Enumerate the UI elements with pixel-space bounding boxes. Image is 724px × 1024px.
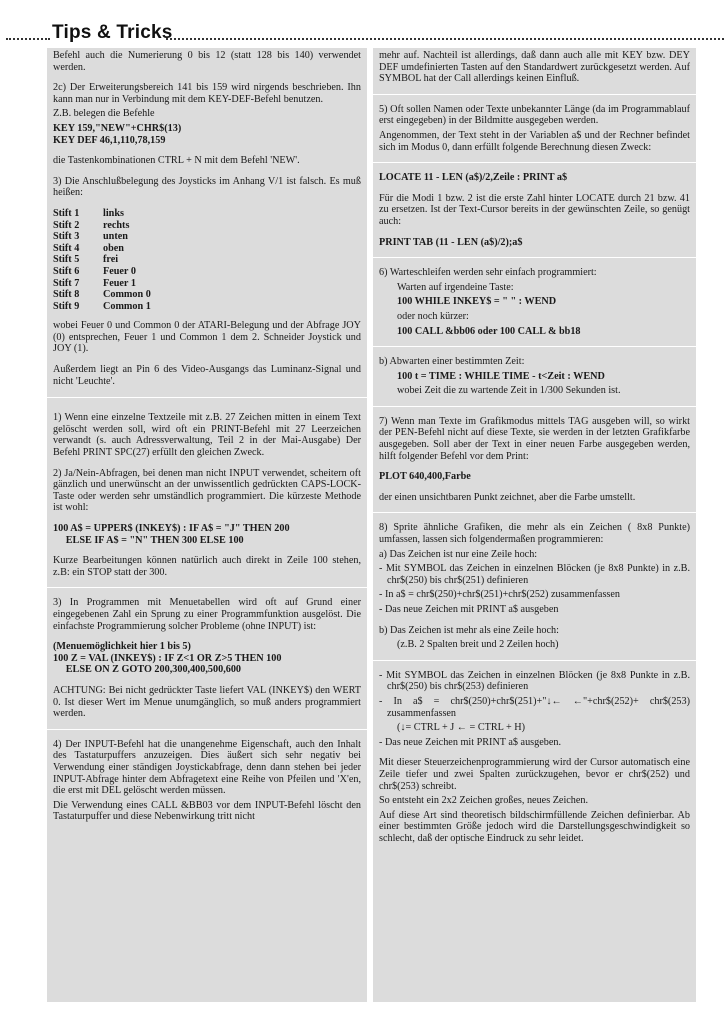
paragraph: a) Das Zeichen ist nur eine Zeile hoch: (379, 548, 538, 560)
value-cell: Feuer 0 (103, 265, 136, 277)
value-cell: rechts (103, 219, 130, 231)
section-divider (373, 257, 696, 258)
paragraph: die Tastenkombinationen CTRL + N mit dem Befehl 'NEW'. (53, 155, 300, 167)
table-row (53, 254, 151, 266)
section-divider (373, 346, 696, 347)
paragraph: der einen unsichtbaren Punkt zeichnet, aber die Farbe umstellt. (379, 491, 636, 503)
paragraph: - Das neue Zeichen mit PRINT a$ ausgeben. (379, 736, 562, 748)
value-cell: frei (103, 254, 119, 266)
code-line: 100 t = TIME : WHILE TIME - t<Zeit : WEND (397, 370, 605, 382)
paragraph: So entsteht ein 2x2 Zeichen großes, neues Zeichen. (379, 795, 589, 807)
paragraph: Warten auf irgendeine Taste: (397, 281, 514, 293)
table-row (53, 266, 151, 278)
table-row (53, 231, 151, 243)
header-dotted-rule-left (6, 38, 50, 40)
page-title: Tips & Tricks (52, 22, 173, 43)
paragraph: 8) Sprite ähnliche Grafiken, die mehr als ein Zeichen ( 8x8 Punkte) umfassen, lassen sich folgendermaßen programmieren: (379, 522, 690, 546)
paragraph: - Das neue Zeichen mit PRINT a$ ausgeben (379, 604, 559, 615)
pin-cell: Stift 4 (53, 242, 80, 254)
code-line: 100 WHILE INKEY$ = " " : WEND (397, 296, 557, 308)
paragraph: 4) Der INPUT-Befehl hat die unangenehme Eigenschaft, auch den Inhalt des Tastaturpuffers anzuzeigen. Dies äußert sich sehr negativ bei Verwendung einer ständigen Joystickabfrage, denn dann stehen bei jeder INPUT-Abfrage hinter dem Abfragetext eine Reihe von Pfeilen und 'X'en, die erst mit DEL gelöscht werden müssen. (53, 738, 361, 797)
pin-cell: Stift 9 (53, 300, 80, 312)
pin-cell: Stift 7 (53, 277, 80, 289)
paragraph: ACHTUNG: Bei nicht gedrückter Taste liefert VAL (INKEY$) den WERT 0. Ist dieser Wert im Menue unumgänglich, so muß anders programmiert werden. (53, 684, 361, 720)
header-dotted-rule-right (166, 38, 724, 40)
paragraph: wobei Feuer 0 und Common 0 der ATARI-Belegung und der Abfrage JOY (0) entsprechen, Feuer 1 und Common 1 dem 2. Schneider Joystick und JOY (1). (53, 320, 361, 355)
value-cell: unten (103, 231, 128, 243)
table-row (53, 289, 151, 301)
table-row (53, 220, 151, 232)
code-block (53, 123, 361, 146)
section-divider (47, 729, 367, 730)
paragraph: 3) Die Anschlußbelegung des Joysticks im Anhang V/1 ist falsch. Es muß heißen: (53, 175, 361, 199)
pin-cell: Stift 1 (53, 207, 80, 219)
paragraph: 2c) Der Erweiterungsbereich 141 bis 159 wird nirgends beschrieben. Ihn kann man nur in Verbindung mit dem KEY-DEF-Befehl benutzen. (53, 82, 361, 105)
section-divider (373, 94, 696, 95)
paragraph: b) Abwarten einer bestimmten Zeit: (379, 356, 525, 368)
paragraph: Befehl auch die Numerierung 0 bis 12 (statt 128 bis 140) verwendet werden. (53, 50, 361, 73)
section-divider (47, 397, 367, 398)
table-row (53, 278, 151, 290)
right-column (373, 48, 696, 1002)
value-cell: Feuer 1 (103, 277, 136, 289)
value-cell: links (103, 207, 124, 219)
paragraph: (z.B. 2 Spalten breit und 2 Zeilen hoch) (397, 639, 559, 651)
value-cell: Common 0 (103, 289, 151, 301)
paragraph: b) Das Zeichen ist mehr als eine Zeile hoch: (379, 624, 559, 636)
paragraph: 5) Oft sollen Namen oder Texte unbekannter Länge (da im Programmablauf erst eingegeben) in der Bildmitte ausgegeben werden. (379, 103, 690, 127)
paragraph: Auf diese Art sind theoretisch bildschirmfüllende Zeichen definierbar. Ab einer bestimmten Größe jedoch wird die Darstellungsgeschwindigkeit so schlecht, daß der optische Eindruck zu sehr leidet. (379, 809, 690, 844)
code-line: LOCATE 11 - LEN (a$)/2,Zeile : PRINT a$ (379, 172, 568, 184)
code-line: ELSE ON Z GOTO 200,300,400,500,600 (53, 664, 242, 676)
code-block (53, 523, 361, 546)
paragraph: mehr auf. Nachteil ist allerdings, daß dann auch alle mit KEY bzw. DEY DEF umdefinierten Tasten auf den Standardwert zurückgesetzt werden. Auf SYMBOL hat der Call allerdings keinen Einfluß. (379, 50, 690, 85)
paragraph: Für die Modi 1 bzw. 2 ist die erste Zahl hinter LOCATE durch 21 bzw. 41 zu ersetzen. Ist der Text-Cursor bereits in der gewünschten Zeile, so genügt auch: (379, 192, 690, 227)
paragraph: 1) Wenn eine einzelne Textzeile mit z.B. 27 Zeichen mitten in einem Text gelöscht werden soll, wird oft ein PRINT-Befehl mit 27 Leerzeichen verwandt (s. auch Adressverwaltung, Teil 2 in der Mai-Ausgabe) Der Befehl PRINT SPC(27) erfüllt den gleichen Zweck. (53, 412, 361, 459)
paragraph: - In a$ = chr$(250)+chr$(251)+"↓← ←"+chr$(252)+ chr$(253) zusammenfassen (379, 695, 690, 719)
joystick-pin-table (53, 208, 151, 312)
pin-cell: Stift 8 (53, 289, 80, 301)
paragraph: 3) In Programmen mit Menuetabellen wird oft auf Grund einer eingegebenen Zahl ein Sprung zu einer Programmfunktion ausgelöst. Die einfachste Programmierung solcher Probleme (ohne INPUT) ist: (53, 597, 361, 632)
code-line: KEY 159,"NEW"+CHR$(13) (53, 122, 182, 134)
code-block (53, 641, 361, 676)
table-row (53, 301, 151, 313)
table-row (53, 243, 151, 255)
paragraph: - Mit SYMBOL das Zeichen in einzelnen Blöcken (je 8x8 Punkte in z.B. chr$(250) bis chr$(253) definieren (379, 669, 690, 693)
paragraph: - Mit SYMBOL das Zeichen in einzelnen Blöcken (je 8x8 Punkte) in z.B. chr$(250) bis chr$(251) definieren (379, 563, 690, 586)
section-divider (47, 587, 367, 588)
paragraph: Außerdem liegt an Pin 6 des Video-Ausgangs das Luminanz-Signal und nicht 'Leuchte'. (53, 364, 361, 387)
paragraph: 7) Wenn man Texte im Grafikmodus mittels TAG ausgeben will, so wirkt der PEN-Befehl nicht auf diese Texte, sie werden in der letzten Grafikfarbe ausgegeben. Soll aber der Text in einer neuen Farbe ausgegeben werden, hilft folgender Befehl vor dem Print: (379, 415, 690, 462)
code-line: PLOT 640,400,Farbe (379, 471, 471, 483)
paragraph: Kurze Bearbeitungen können natürlich auch direkt in Zeile 100 stehen, z.B: ein STOP statt der 300. (53, 555, 361, 578)
paragraph: Mit dieser Steuerzeichenprogrammierung wird der Cursor automatisch eine Zeile tiefer und zwei Spalten zurückzugehen, bevor er chr$(252) und chr$(253) schreibt. (379, 757, 690, 792)
pin-cell: Stift 2 (53, 219, 80, 231)
pin-cell: Stift 3 (53, 231, 80, 243)
paragraph: - In a$ = chr$(250)+chr$(251)+chr$(252) zusammenfassen (379, 589, 620, 601)
paragraph: Angenommen, der Text steht in der Variablen a$ und der Rechner befindet sich im Modus 0, dann erfüllt folgende Berechnung diesen Zweck: (379, 129, 690, 153)
pin-cell: Stift 5 (53, 254, 80, 266)
paragraph: Die Verwendung eines CALL &BB03 vor dem INPUT-Befehl löscht den Tastaturpuffer und diese Nebenwirkung tritt nicht (53, 799, 361, 823)
code-line: 100 CALL &bb06 oder 100 CALL & bb18 (397, 325, 581, 337)
code-line: 100 Z = VAL (INKEY$) : IF Z<1 OR Z>5 THEN 100 (53, 652, 282, 664)
code-line: KEY DEF 46,1,110,78,159 (53, 134, 166, 146)
paragraph: 2) Ja/Nein-Abfragen, bei denen man nicht INPUT verwendet, scheitern oft gänzlich und unerwünscht an der unwissentlich gedrückten CAPS-LOCK-Taste oder werden sehr umständlich programmiert. Die kürzeste Methode ist wohl: (53, 467, 361, 514)
code-line: 100 A$ = UPPER$ (INKEY$) : IF A$ = "J" THEN 200 (53, 523, 290, 534)
paragraph: (↓= CTRL + J ← = CTRL + H) (397, 722, 526, 734)
code-line: (Menuemöglichkeit hier 1 bis 5) (53, 641, 191, 653)
paragraph: wobei Zeit die zu wartende Zeit in 1/300 Sekunden ist. (397, 385, 621, 397)
section-divider (373, 406, 696, 407)
code-line: ELSE IF A$ = "N" THEN 300 ELSE 100 (53, 534, 244, 546)
paragraph: 6) Warteschleifen werden sehr einfach programmiert: (379, 267, 597, 279)
left-column (47, 48, 367, 1002)
section-divider (373, 162, 696, 163)
paragraph: Z.B. belegen die Befehle (53, 108, 155, 120)
value-cell: oben (103, 242, 124, 254)
paragraph: oder noch kürzer: (397, 310, 469, 322)
pin-cell: Stift 6 (53, 265, 80, 277)
section-divider (373, 660, 696, 661)
value-cell: Common 1 (103, 300, 151, 312)
code-line: PRINT TAB (11 - LEN (a$)/2);a$ (379, 236, 523, 248)
section-divider (373, 512, 696, 513)
table-row (53, 208, 151, 220)
